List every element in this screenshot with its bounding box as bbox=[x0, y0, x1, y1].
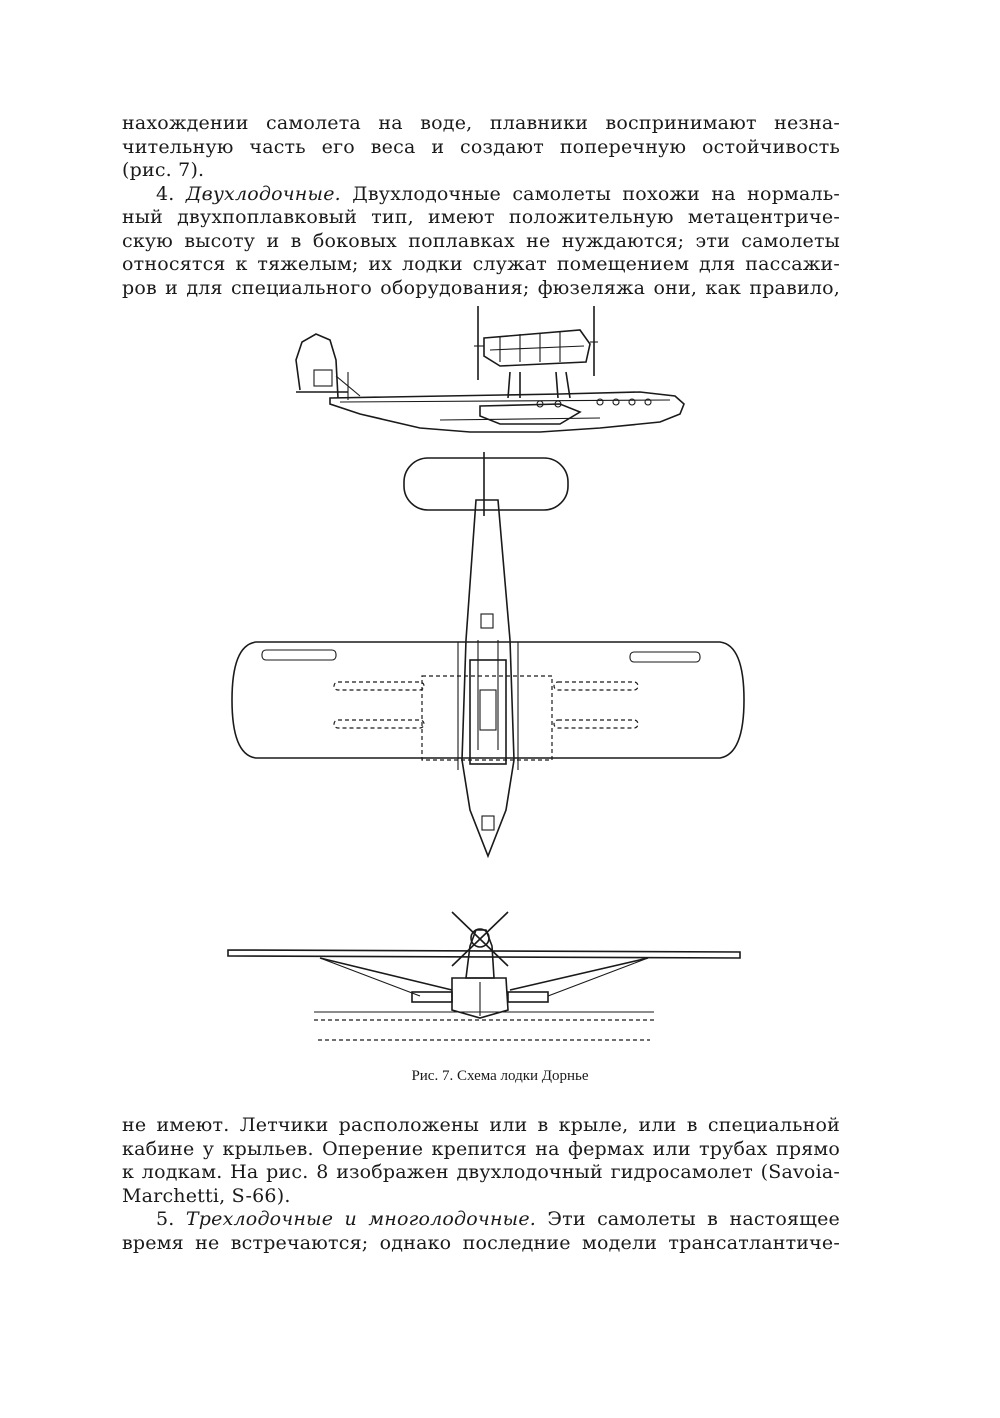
section-5-first-line-rest: Эти самолеты в настоящее bbox=[547, 1208, 840, 1230]
dornier-boat-figure bbox=[0, 300, 1000, 1060]
section-5-heading: Трехлодочные и многолодочные. bbox=[185, 1208, 537, 1230]
section-4-first-line bbox=[122, 183, 840, 207]
top-text-block bbox=[122, 112, 840, 300]
text-line: не имеют. Летчики расположены или в крыле, или в специальной bbox=[122, 1114, 840, 1136]
text-line: Marchetti, S-66). bbox=[122, 1184, 291, 1207]
section-5-number: 5. bbox=[156, 1208, 175, 1230]
figure-caption: Рис. 7. Схема лодки Дорнье bbox=[411, 1068, 589, 1084]
text-line: к лодкам. На рис. 8 изображен двухлодочный гидросамолет (Savoia- bbox=[122, 1161, 840, 1183]
text-line: ров и для специального оборудования; фюзеляжа они, как правило, bbox=[122, 276, 840, 299]
front-view bbox=[228, 912, 740, 1040]
side-view bbox=[296, 306, 684, 432]
section-4-first-line-rest: Двухлодочные самолеты похожи на нормаль- bbox=[352, 182, 840, 205]
text-line: скую высоту и в боковых поплавках не нуждаются; эти самолеты bbox=[122, 229, 840, 252]
top-view bbox=[232, 452, 744, 856]
section-4-number: 4. bbox=[156, 182, 175, 205]
text-line: (рис. 7). bbox=[122, 159, 205, 181]
section-4-heading: Двухлодочные. bbox=[185, 182, 341, 205]
text-line: чительную часть его веса и создают поперечную остойчивость bbox=[122, 135, 840, 158]
text-line: время не встречаются; однако последние модели трансатлантиче- bbox=[122, 1231, 840, 1254]
section-5-first-line bbox=[122, 1208, 840, 1232]
bottom-text-block bbox=[122, 1114, 840, 1255]
text-line: нахождении самолета на воде, плавники воспринимают незна- bbox=[122, 112, 840, 134]
text-line: относятся к тяжелым; их лодки служат помещением для пассажи- bbox=[122, 253, 840, 275]
text-line: кабине у крыльев. Оперение крепится на фермах или трубах прямо bbox=[122, 1137, 840, 1160]
text-line: ный двухпоплавковый тип, имеют положительную метацентриче- bbox=[122, 206, 840, 228]
